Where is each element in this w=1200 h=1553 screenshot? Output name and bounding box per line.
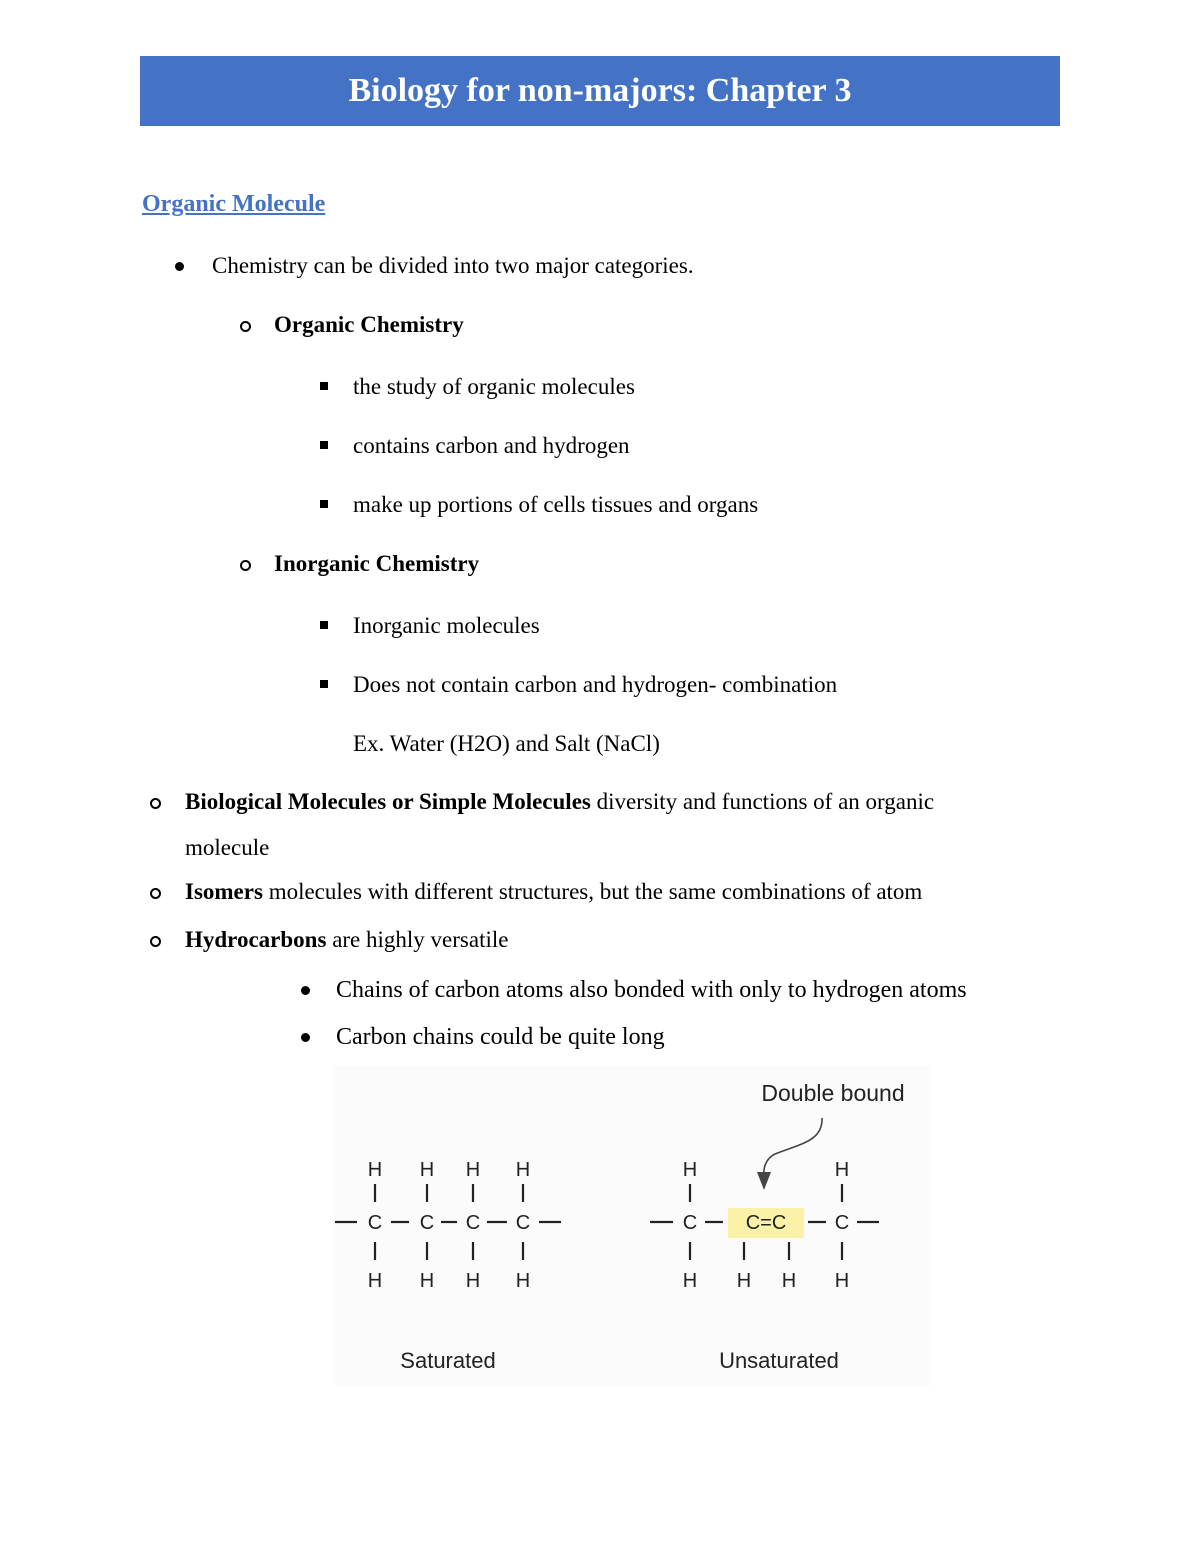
atom-h: H xyxy=(465,1159,481,1181)
bullet-square xyxy=(320,621,328,629)
atom-h: H xyxy=(736,1270,752,1292)
hydrocarbon-figure xyxy=(335,1066,930,1386)
intro-text: Chemistry can be divided into two major categories. xyxy=(212,253,694,278)
atom-h: H xyxy=(515,1159,531,1181)
bullet-dot xyxy=(301,986,310,995)
atom-h: H xyxy=(781,1270,797,1292)
inorganic-example: Ex. Water (H2O) and Salt (NaCl) xyxy=(353,731,660,756)
inorganic-item: Does not contain carbon and hydrogen- combination xyxy=(353,672,838,697)
atom-c: C xyxy=(465,1212,481,1234)
bullet-circle xyxy=(240,321,251,332)
atom-h: H xyxy=(834,1159,850,1181)
bullet-square xyxy=(320,441,328,449)
bullet-square xyxy=(320,680,328,688)
hydrocarbons-term: Hydrocarbons are highly versatile xyxy=(185,927,509,952)
saturation-diagram xyxy=(335,1066,930,1386)
atom-c: C xyxy=(834,1212,850,1234)
annotation-arrow-line xyxy=(764,1118,822,1176)
bullet-square xyxy=(320,500,328,508)
annotation-arrowhead xyxy=(757,1172,771,1190)
double-bond-annotation: Double bound xyxy=(761,1080,905,1106)
atom-c: C xyxy=(515,1212,531,1234)
bullet-circle xyxy=(240,560,251,571)
saturated-label: Saturated xyxy=(400,1348,496,1373)
isomers-term: Isomers molecules with different structures, but the same combinations of atom xyxy=(185,879,923,904)
organic-item: contains carbon and hydrogen xyxy=(353,433,630,458)
hydrocarbon-point: Chains of carbon atoms also bonded with only to hydrogen atoms xyxy=(336,977,967,1003)
bullet-dot xyxy=(301,1033,310,1042)
atom-h: H xyxy=(367,1159,383,1181)
page-title: Biology for non-majors: Chapter 3 xyxy=(140,56,1060,126)
atom-h: H xyxy=(834,1270,850,1292)
atom-h: H xyxy=(515,1270,531,1292)
double-bond-text: C=C xyxy=(745,1212,787,1234)
organic-chemistry-label: Organic Chemistry xyxy=(274,312,464,337)
atom-h: H xyxy=(682,1270,698,1292)
bullet-dot xyxy=(175,262,184,271)
organic-item: the study of organic molecules xyxy=(353,374,635,399)
bullet-circle xyxy=(150,798,161,809)
bullet-circle xyxy=(150,888,161,899)
biological-molecules-cont: molecule xyxy=(185,835,270,860)
atom-c: C xyxy=(682,1212,698,1234)
biological-molecules-term: Biological Molecules or Simple Molecules diversity and functions of an organic xyxy=(185,789,935,814)
organic-item: make up portions of cells tissues and organs xyxy=(353,492,759,517)
hydrocarbon-point: Carbon chains could be quite long xyxy=(336,1024,665,1050)
atom-h: H xyxy=(465,1270,481,1292)
atom-h: H xyxy=(419,1159,435,1181)
atom-h: H xyxy=(419,1270,435,1292)
atom-h: H xyxy=(367,1270,383,1292)
section-heading[interactable]: Organic Molecule xyxy=(142,191,326,217)
inorganic-chemistry-label: Inorganic Chemistry xyxy=(274,551,480,576)
bullet-circle xyxy=(150,936,161,947)
atom-c: C xyxy=(419,1212,435,1234)
bullet-square xyxy=(320,382,328,390)
inorganic-item: Inorganic molecules xyxy=(353,613,540,638)
atom-c: C xyxy=(367,1212,383,1234)
atom-h: H xyxy=(682,1159,698,1181)
unsaturated-label: Unsaturated xyxy=(719,1348,839,1373)
